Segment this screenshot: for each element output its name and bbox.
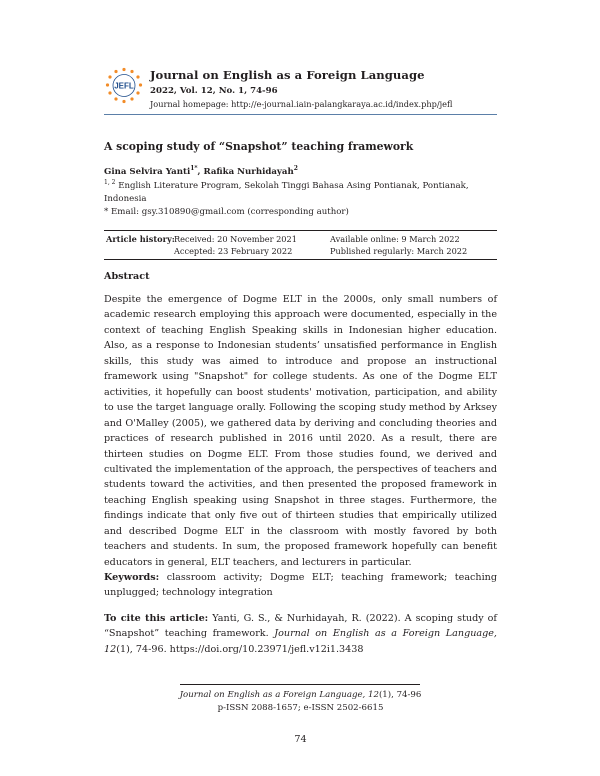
footer-rule (180, 684, 420, 685)
history-published: Published regularly: March 2022 (330, 246, 468, 256)
citation-label: To cite this article: (104, 613, 209, 624)
footer-issue: (1), 74-96 (378, 690, 422, 700)
footer-issn: p-ISSN 2088-1657; e-ISSN 2502-6615 (217, 703, 384, 713)
history-online: Available online: 9 March 2022 (330, 234, 460, 244)
citation-text-1: Yanti, G. S., & Nurhidayah, R. (2022). A scoping study of “Snapshot” teaching framework. (104, 613, 497, 640)
affiliation (104, 180, 504, 206)
article-title: A scoping study of “Snapshot” teaching framework (104, 140, 414, 153)
header-rule (104, 114, 497, 115)
affiliation-sup: 1, 2 (104, 179, 116, 187)
history-accepted: Accepted: 23 February 2022 (174, 246, 293, 256)
author-1: Gina Selvira Yanti (104, 167, 191, 177)
citation (104, 611, 497, 657)
citation-text-2: (1), 74-96. https://doi.org/10.23971/jefl.v12i1.3438 (116, 643, 364, 655)
keywords-text: classroom activity; Dogme ELT; teaching framework; teaching unplugged; technology integration (104, 572, 497, 599)
abstract-heading: Abstract (104, 271, 150, 282)
history-top-rule (104, 230, 497, 231)
page-number: 74 (294, 734, 307, 745)
footer-citation (104, 690, 497, 700)
journal-title: Journal on English as a Foreign Language (150, 68, 425, 82)
abstract-body: Despite the emergence of Dogme ELT in the 2000s, only small numbers of academic research employing this approach were documented, especially in the context of teaching English Speaking skills in Indonesian higher education. Also, as a response to Indonesian students’ unsatisfied performance in English skills, this study was aimed to introduce and propose an instructional framework using "Snapshot" for college students. As one of the Dogme ELT activities, it hopefully can boost students' motivation, participation, and ability to use the target language orally. Following the scoping study method by Arksey and O'Malley (2005), we gathered data by deriving and concluding theories and practices of research published in 2016 until 2020. As a result, there are thirteen studies on Dogme ELT. From those studies found, we derived and cultivated the implementation of the approach, the perspectives of teachers and students toward the activities, and then presented the proposed framework in teaching English speaking using Snapshot in three stages. Furthermore, the findings indicate that only five out of thirteen studies that empirically utilized and described Dogme ELT in the classroom with mostly favored by both teachers and students. In sum, the proposed framework hopefully can benefit educators in general, ELT teachers, and lecturers in particular. (104, 294, 497, 568)
author-1-sup: 1* (190, 165, 198, 173)
author-line (104, 167, 298, 177)
author-email: * Email: gsy.310890@gmail.com (corresponding author) (104, 207, 349, 217)
affiliation-text: English Literature Program, Sekolah Tinggi Bahasa Asing Pontianak, Pontianak, Indonesia (104, 181, 469, 204)
journal-logo (104, 66, 144, 106)
history-label: Article history: (106, 234, 175, 244)
journal-volume: 2022, Vol. 12, No. 1, 74-96 (150, 86, 278, 96)
history-bottom-rule (104, 259, 497, 260)
author-2-sup: 2 (293, 165, 298, 173)
journal-homepage: Journal homepage: http://e-journal.iain-palangkaraya.ac.id/index.php/jefl (150, 99, 453, 109)
history-received: Received: 20 November 2021 (174, 234, 297, 244)
keywords (104, 570, 497, 601)
logo-text: JEFL (114, 81, 134, 91)
citation-journal: Journal on English as a Foreign Language, 12 (104, 628, 497, 655)
keywords-label: Keywords: (104, 572, 160, 583)
footer-journal: Journal on English as a Foreign Language, 12 (179, 690, 379, 700)
author-2: Rafika Nurhidayah (203, 167, 294, 177)
author-separator: , (197, 167, 204, 177)
